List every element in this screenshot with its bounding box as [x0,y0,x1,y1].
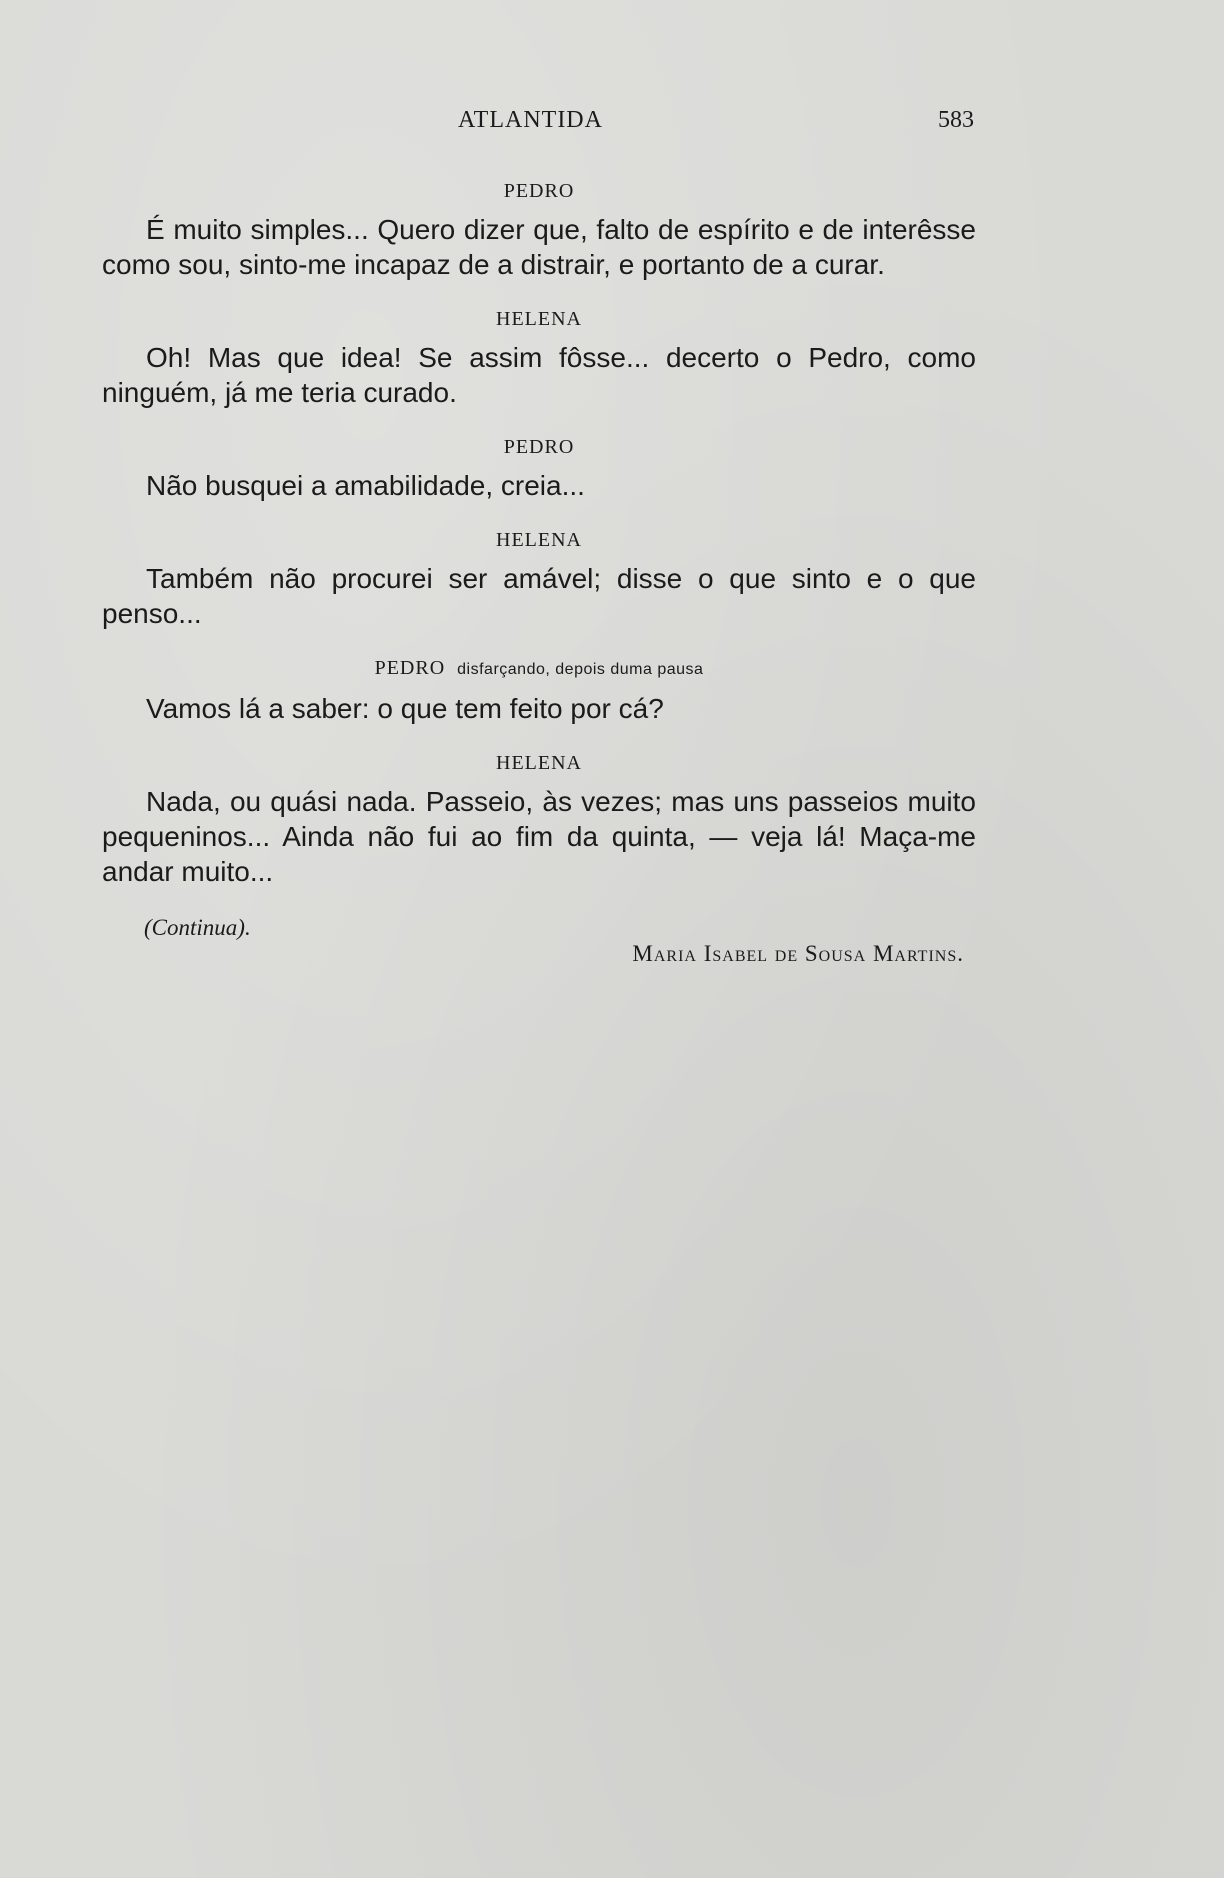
speaker-name: HELENA [496,529,582,551]
author-signature: Maria Isabel de Sousa Martins. [632,941,964,966]
speaker-name: PEDRO [503,436,575,458]
page-footer [102,915,976,985]
speech-line: Também não procurei ser amável; disse o que sinto e o que penso... [102,563,976,629]
running-title: ATLANTIDA [458,107,603,133]
continued-note: (Continua). [144,915,251,940]
speaker-heading [102,655,976,683]
speaker-name: HELENA [496,752,582,774]
speaker-name: PEDRO [374,657,446,679]
dialogue-text [102,178,976,913]
speech-line: É muito simples... Quero dizer que, falto de espírito e de interêsse como sou, sinto-me incapaz de a distrair, e portanto de a curar. [102,214,976,280]
page-number: 583 [938,107,974,133]
speech-line: Nada, ou quási nada. Passeio, às vezes; mas uns passeios muito pequeninos... Ainda não fui ao fim da quinta, — veja lá! Maça-me andar muito... [102,786,976,887]
speech-line: Não busquei a amabilidade, creia... [146,470,585,501]
speaker-name: PEDRO [503,180,575,202]
speaker-name: HELENA [496,308,582,330]
speech-line: Oh! Mas que idea! Se assim fôsse... decerto o Pedro, como ninguém, já me teria curado. [102,342,976,408]
running-header [0,107,1224,139]
stage-direction: disfarçando, depois duma pausa [457,661,704,678]
speech-line: Vamos lá a saber: o que tem feito por cá? [146,693,664,724]
